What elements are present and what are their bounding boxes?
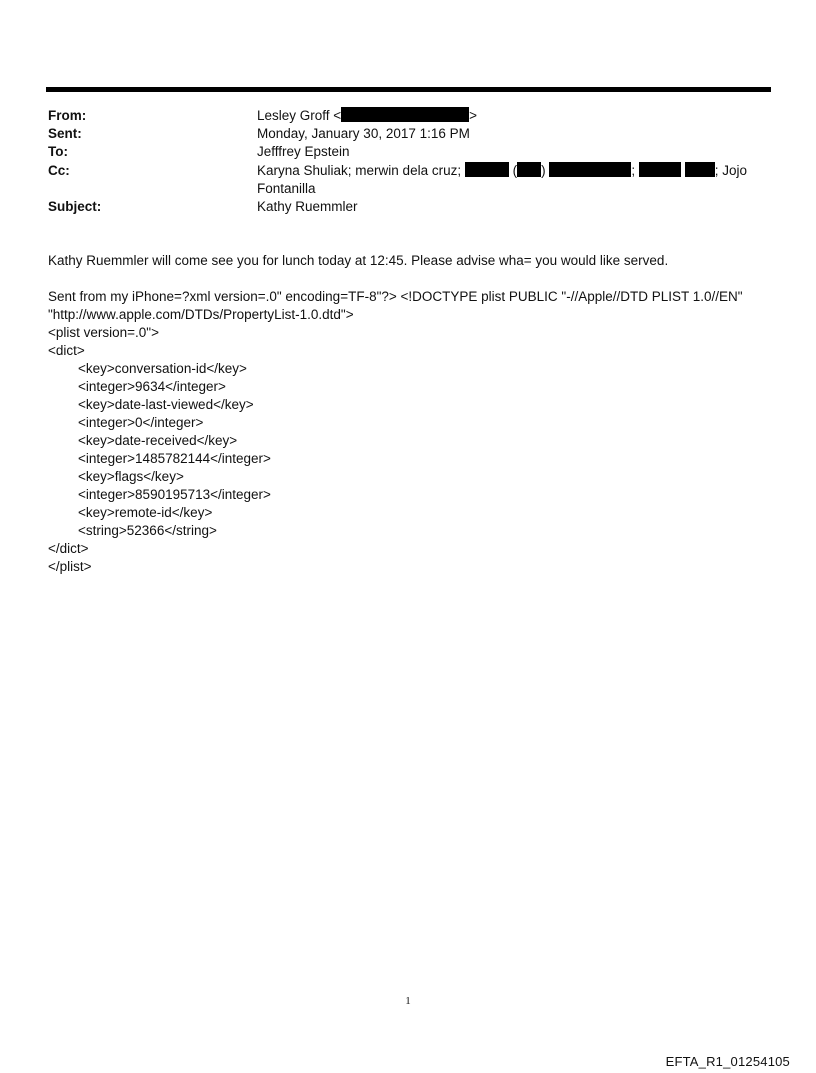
from-suffix: > [469,108,478,123]
from-value [257,107,477,125]
cc-value [257,162,747,180]
plist-line: <key>flags</key> [48,469,184,484]
plist-line: <integer>0</integer> [48,415,204,430]
plist-line: </dict> [48,541,89,556]
header-divider [46,87,771,92]
plist-line: <string>52366</string> [48,523,217,538]
to-label: To: [48,144,68,159]
page-number: 1 [405,995,411,1007]
cc-names-end: ; Jojo [714,163,747,178]
plist-line: <key>remote-id</key> [48,505,213,520]
plist-line: <integer>9634</integer> [48,379,226,394]
cc-paren-open: ( [512,163,518,178]
redaction-block [639,162,681,177]
message-body: Kathy Ruemmler will come see you for lunch today at 12:45. Please advise wha= you would like served. [48,253,669,268]
redaction-block [465,162,509,177]
redaction-block [341,107,469,122]
plist-line: <dict> [48,343,85,358]
signature-line: "http://www.apple.com/DTDs/PropertyList-1.0.dtd"> [48,307,354,322]
sent-value: Monday, January 30, 2017 1:16 PM [257,126,470,141]
plist-line: <key>date-received</key> [48,433,238,448]
plist-line: <integer>1485782144</integer> [48,451,271,466]
redaction-block [685,162,715,177]
cc-semicolon: ; [631,163,636,178]
plist-line: <plist version=.0"> [48,325,159,340]
plist-line: </plist> [48,559,92,574]
redaction-block [517,162,541,177]
redaction-block [549,162,631,177]
from-name: Lesley Groff < [257,108,342,123]
plist-line: <integer>8590195713</integer> [48,487,271,502]
plist-line: <key>date-last-viewed</key> [48,397,254,412]
plist-line: <key>conversation-id</key> [48,361,247,376]
signature-line: Sent from my iPhone=?xml version=.0" encoding=TF-8"?> <!DOCTYPE plist PUBLIC "-//Apple//DTD PLIST 1.0//EN" [48,289,743,304]
cc-paren-close: ) [541,163,546,178]
from-label: From: [48,108,87,123]
cc-names: Karyna Shuliak; merwin dela cruz; [257,163,462,178]
sent-label: Sent: [48,126,82,141]
subject-value: Kathy Ruemmler [257,199,358,214]
to-value: Jefffrey Epstein [257,144,350,159]
document-id: EFTA_R1_01254105 [665,1054,790,1069]
cc-label: Cc: [48,163,70,178]
subject-label: Subject: [48,199,102,214]
cc-value-line2: Fontanilla [257,181,316,196]
